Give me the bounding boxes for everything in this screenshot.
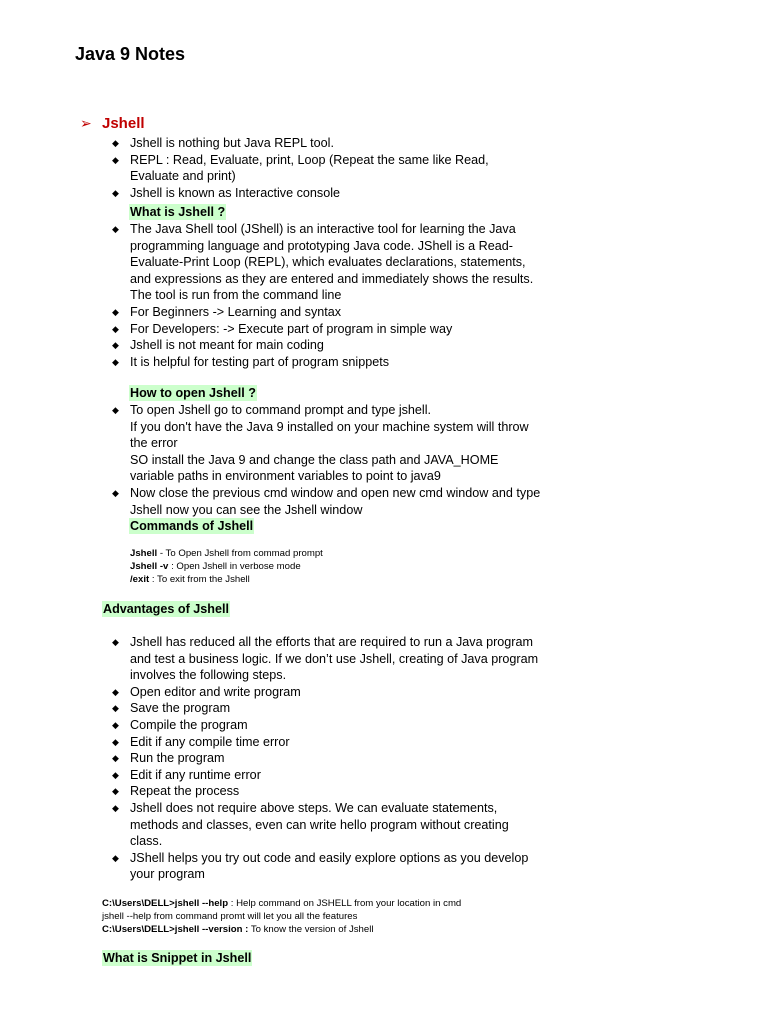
diamond-bullet-icon: ◆ bbox=[112, 405, 119, 415]
heading-snippet: What is Snippet in Jshell bbox=[103, 951, 252, 965]
diamond-bullet-icon: ◆ bbox=[112, 736, 119, 747]
list-item: ◆ REPL : Read, Evaluate, print, Loop (Repeat the same like Read, Evaluate and print) bbox=[112, 152, 489, 184]
diamond-bullet-icon: ◆ bbox=[112, 786, 119, 797]
diamond-bullet-icon: ◆ bbox=[112, 852, 119, 863]
list-item: ◆ JShell helps you try out code and easily explore options as you develop your program bbox=[112, 850, 529, 882]
diamond-bullet-icon: ◆ bbox=[112, 138, 119, 148]
list-item: ◆ Jshell does not require above steps. We can evaluate statements, methods and classes, even can write hello program without creating class. bbox=[112, 800, 509, 849]
diamond-bullet-icon: ◆ bbox=[112, 802, 119, 813]
list-item: ◆ To open Jshell go to command prompt and type jshell. If you don't have the Java 9 installed on your machine system will throw the error SO install the Java 9 and change the class path and JAVA_HOME variable paths in environment variables to point to java9 bbox=[112, 403, 529, 484]
version-line: C:\Users\DELL>jshell --version : To know the version of Jshell bbox=[102, 923, 374, 935]
list-item: ◆ Edit if any runtime error bbox=[112, 767, 261, 782]
list-item: ◆ Jshell has reduced all the efforts that are required to run a Java program and test a business logic. If we don’t use Jshell, creating of Java program involves the following steps. bbox=[112, 635, 539, 683]
heading-what-is-jshell: What is Jshell ? bbox=[130, 205, 226, 219]
diamond-bullet-icon: ◆ bbox=[112, 187, 119, 198]
diamond-bullet-icon: ◆ bbox=[112, 487, 119, 498]
diamond-bullet-icon: ◆ bbox=[112, 753, 119, 764]
help-line: C:\Users\DELL>jshell --help : Help command on JSHELL from your location in cmd bbox=[102, 898, 462, 909]
arrow-bullet-icon: ➢ bbox=[80, 115, 92, 131]
list-item: ◆ Open editor and write program bbox=[112, 684, 301, 699]
list-item: ◆ Save the program bbox=[112, 701, 231, 716]
list-item: ◆ It is helpful for testing part of program snippets bbox=[112, 354, 390, 369]
diamond-bullet-icon: ◆ bbox=[112, 340, 119, 351]
heading-how-to-open: How to open Jshell ? bbox=[130, 386, 256, 400]
diamond-bullet-icon: ◆ bbox=[112, 224, 119, 234]
intro-list bbox=[112, 135, 552, 201]
document-title: Java 9 Notes bbox=[75, 44, 186, 64]
about-list bbox=[112, 221, 542, 370]
list-item: ◆ Compile the program bbox=[112, 717, 248, 732]
diamond-bullet-icon: ◆ bbox=[112, 306, 119, 317]
commands-block bbox=[130, 548, 323, 586]
heading-advantages: Advantages of Jshell bbox=[103, 602, 229, 616]
diamond-bullet-icon: ◆ bbox=[112, 769, 119, 780]
diamond-bullet-icon: ◆ bbox=[112, 686, 119, 697]
list-item: ◆ The Java Shell tool (JShell) is an interactive tool for learning the Java programming language and prototyping Java code. JShell is a Read-Evaluate-Print Loop (REPL), which evaluates declarations, statements, and expressions as they are entered and immediately shows the results. The tool is run from the command line bbox=[112, 222, 534, 303]
advantages-list bbox=[112, 634, 542, 883]
command-line: /exit : To exit from the Jshell bbox=[130, 573, 250, 585]
diamond-bullet-icon: ◆ bbox=[112, 154, 119, 165]
list-item: ◆ For Developers: -> Execute part of program in simple way bbox=[112, 321, 453, 336]
diamond-bullet-icon: ◆ bbox=[112, 323, 119, 334]
section-heading bbox=[80, 115, 145, 132]
list-item: ◆ For Beginners -> Learning and syntax bbox=[112, 304, 342, 319]
help-line-2: jshell --help from command promt will let you all the features bbox=[102, 910, 358, 922]
section-title: Jshell bbox=[102, 115, 145, 132]
list-item: ◆ Jshell is known as Interactive console bbox=[112, 185, 340, 200]
list-item: ◆ Edit if any compile time error bbox=[112, 734, 290, 749]
heading-commands: Commands of Jshell bbox=[130, 519, 254, 533]
list-item: ◆ Now close the previous cmd window and open new cmd window and type Jshell now you can see the Jshell window bbox=[112, 485, 541, 517]
open-steps-list bbox=[112, 402, 542, 518]
diamond-bullet-icon: ◆ bbox=[112, 703, 119, 714]
command-line: Jshell - To Open Jshell from commad prompt bbox=[130, 548, 323, 559]
list-item: ◆ Jshell is not meant for main coding bbox=[112, 338, 324, 353]
list-item: ◆ Repeat the process bbox=[112, 784, 240, 799]
list-item: ◆ Jshell is nothing but Java REPL tool. bbox=[112, 136, 334, 150]
list-item: ◆ Run the program bbox=[112, 751, 225, 766]
diamond-bullet-icon: ◆ bbox=[112, 637, 119, 647]
command-line: Jshell -v : Open Jshell in verbose mode bbox=[130, 560, 301, 572]
diamond-bullet-icon: ◆ bbox=[112, 719, 119, 730]
diamond-bullet-icon: ◆ bbox=[112, 356, 119, 367]
help-commands-block bbox=[102, 898, 461, 936]
